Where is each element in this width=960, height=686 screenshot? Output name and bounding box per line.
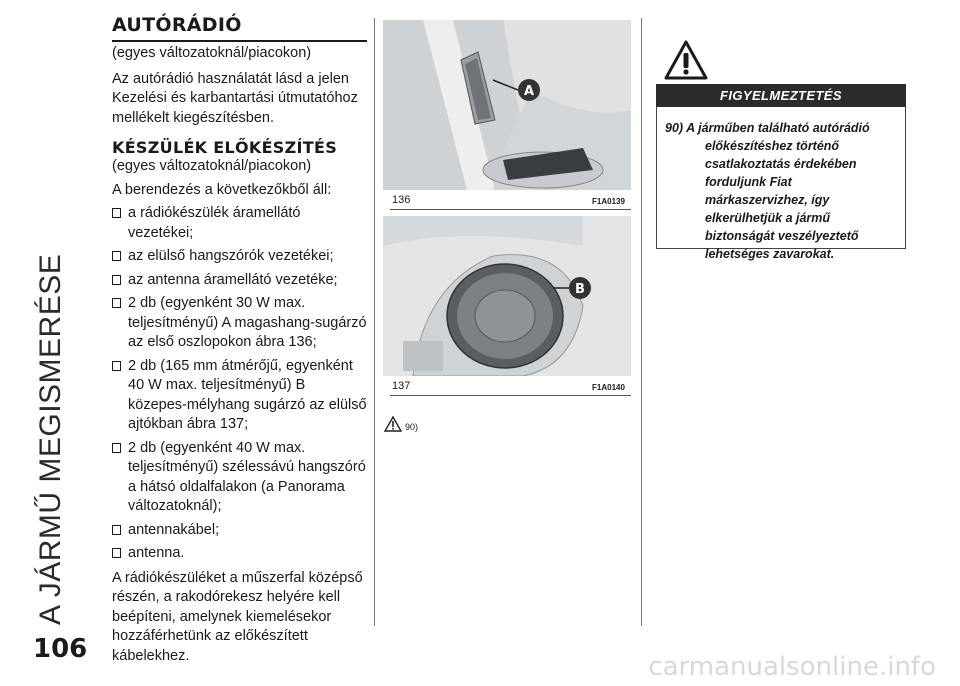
pillar-tweeter-illustration: [383, 20, 631, 190]
section-note: (egyes változatoknál/piacokon): [112, 158, 312, 174]
figure-number: 137: [392, 380, 411, 392]
page-number: 106: [33, 634, 88, 664]
list-item: az elülső hangszórók vezetékei;: [112, 247, 367, 267]
warning-triangle-icon: [664, 40, 708, 80]
warning-text: 90) A járműben található autórádió előkészítéshez történő csatlakoztatás érdekében forduljunk Fiat márkaszervizhez, így elkerülhetjük a jármű biztonságát veszélyeztető lehetséges zavarokat.: [665, 121, 870, 261]
caption-rule: [390, 395, 631, 396]
checkbox-bullet-icon: [112, 208, 121, 218]
list-item: antennakábel;: [112, 521, 367, 541]
figure-label: A: [523, 84, 535, 99]
checkbox-bullet-icon: [112, 361, 121, 371]
column-divider: [374, 18, 375, 626]
checkbox-bullet-icon: [112, 443, 121, 453]
caption-rule: [390, 209, 631, 210]
warning-triangle-icon: [384, 416, 402, 432]
checkbox-bullet-icon: [112, 275, 121, 285]
figure-136: [383, 20, 631, 190]
warning-ref-number: 90): [405, 422, 419, 432]
list-item: az antenna áramellátó vezetéke;: [112, 271, 367, 291]
warning-box: [656, 107, 906, 261]
checkbox-bullet-icon: [112, 525, 121, 535]
list-item: antenna.: [112, 544, 367, 564]
figure-label: B: [575, 282, 585, 297]
list-item: a rádiókészülék áramellátó vezetékei;: [112, 204, 367, 243]
chapter-side-title: A JÁRMŰ MEGISMERÉSE: [34, 253, 67, 625]
page-title: AUTÓRÁDIÓ: [112, 14, 367, 42]
list-item: 2 db (egyenként 30 W max. teljesítményű) A magashang-sugárzó az első oszlopokon ábra 136;: [112, 294, 367, 353]
checkbox-bullet-icon: [112, 251, 121, 261]
text-column: [112, 14, 367, 666]
figure-number: 136: [392, 194, 411, 206]
components-list: [112, 204, 367, 564]
section-title: KÉSZÜLÉK ELŐKÉSZÍTÉS: [112, 138, 338, 157]
warning-header: FIGYELMEZTETÉS: [656, 84, 906, 107]
door-speaker-illustration: [383, 216, 631, 376]
warning-reference: [384, 416, 418, 432]
watermark: carmanualsonline.info: [648, 652, 936, 682]
figure-code: F1A0139: [592, 197, 625, 206]
list-item: 2 db (egyenként 40 W max. teljesítményű) szélessávú hangszóró a hátsó oldalfalakon (a Panorama változatoknál);: [112, 439, 367, 517]
figure-code: F1A0140: [592, 383, 625, 392]
intro-paragraph: Az autórádió használatát lásd a jelen Kezelési és karbantartási útmutatóhoz mellékelt kiegészítésben.: [112, 70, 358, 126]
closing-paragraph: A rádiókészüléket a műszerfal középső részén, a rakodórekesz helyére kell beépíteni, amelynek kiemelésekor hozzáférhetünk az előkészített kábelekhez.: [112, 569, 363, 664]
title-note: (egyes változatoknál/piacokon): [112, 45, 312, 61]
checkbox-bullet-icon: [112, 548, 121, 558]
column-divider: [641, 18, 642, 626]
list-item: 2 db (165 mm átmérőjű, egyenként 40 W max. teljesítményű) B közepes-mélyhang sugárzó az elülső ajtókban ábra 137;: [112, 357, 367, 435]
figure-137: [383, 216, 631, 376]
composition-intro: A berendezés a következőkből áll:: [112, 181, 332, 198]
checkbox-bullet-icon: [112, 298, 121, 308]
warning-block: [656, 40, 906, 261]
